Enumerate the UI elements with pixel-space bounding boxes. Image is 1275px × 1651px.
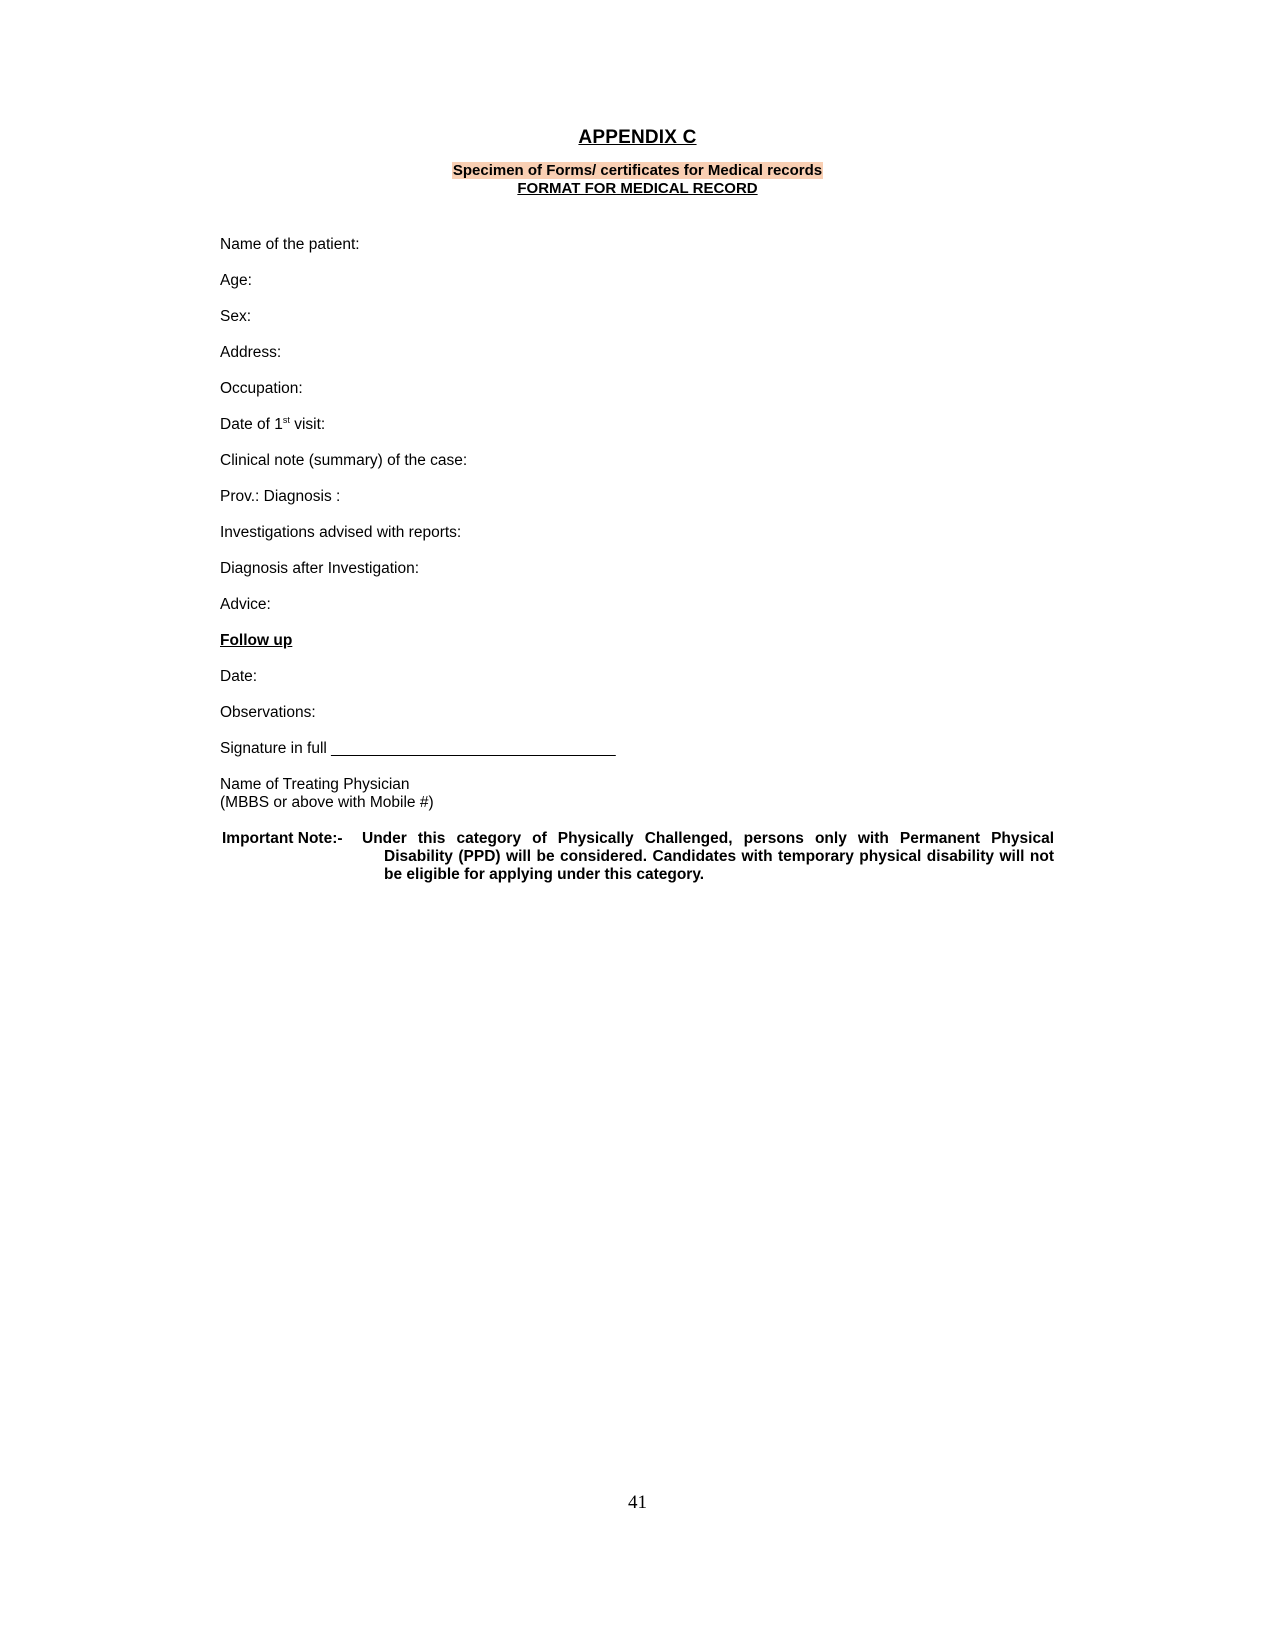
field-diagnosis-after: Diagnosis after Investigation: (220, 560, 420, 577)
field-signature: Signature in full _________________________________ (220, 740, 616, 757)
field-patient-name: Name of the patient: (220, 236, 360, 253)
field-date: Date: (220, 668, 258, 685)
page-number: 41 (628, 1492, 647, 1513)
field-sex: Sex: (220, 308, 252, 325)
important-note (222, 830, 1054, 884)
field-occupation: Occupation: (220, 380, 303, 397)
field-physician-qualification: (MBBS or above with Mobile #) (220, 794, 434, 811)
field-age: Age: (220, 272, 252, 289)
field-address: Address: (220, 344, 282, 361)
subtitle-block (0, 162, 1275, 198)
format-heading: FORMAT FOR MEDICAL RECORD (517, 180, 758, 197)
important-note-label: Important Note:- (222, 830, 343, 847)
first-visit-prefix: Date of 1 (220, 416, 283, 433)
first-visit-suffix: visit: (289, 416, 326, 433)
follow-up-heading: Follow up (220, 632, 293, 649)
first-visit-sup: st (282, 415, 290, 425)
field-advice: Advice: (220, 596, 271, 613)
field-observations: Observations: (220, 704, 316, 721)
highlighted-subtitle: Specimen of Forms/ certificates for Medical records (452, 162, 823, 179)
field-first-visit-date (220, 416, 325, 434)
field-physician-name: Name of Treating Physician (220, 776, 410, 793)
field-clinical-note: Clinical note (summary) of the case: (220, 452, 468, 469)
field-prov-diagnosis: Prov.: Diagnosis : (220, 488, 341, 505)
page-title: APPENDIX C (578, 127, 697, 148)
important-note-text: Under this category of Physically Challenged, persons only with Permanent Physical Disability (PPD) will be considered. Candidates with temporary physical disability will not be eligible for applying under this category. (362, 830, 1054, 883)
field-investigations: Investigations advised with reports: (220, 524, 462, 541)
